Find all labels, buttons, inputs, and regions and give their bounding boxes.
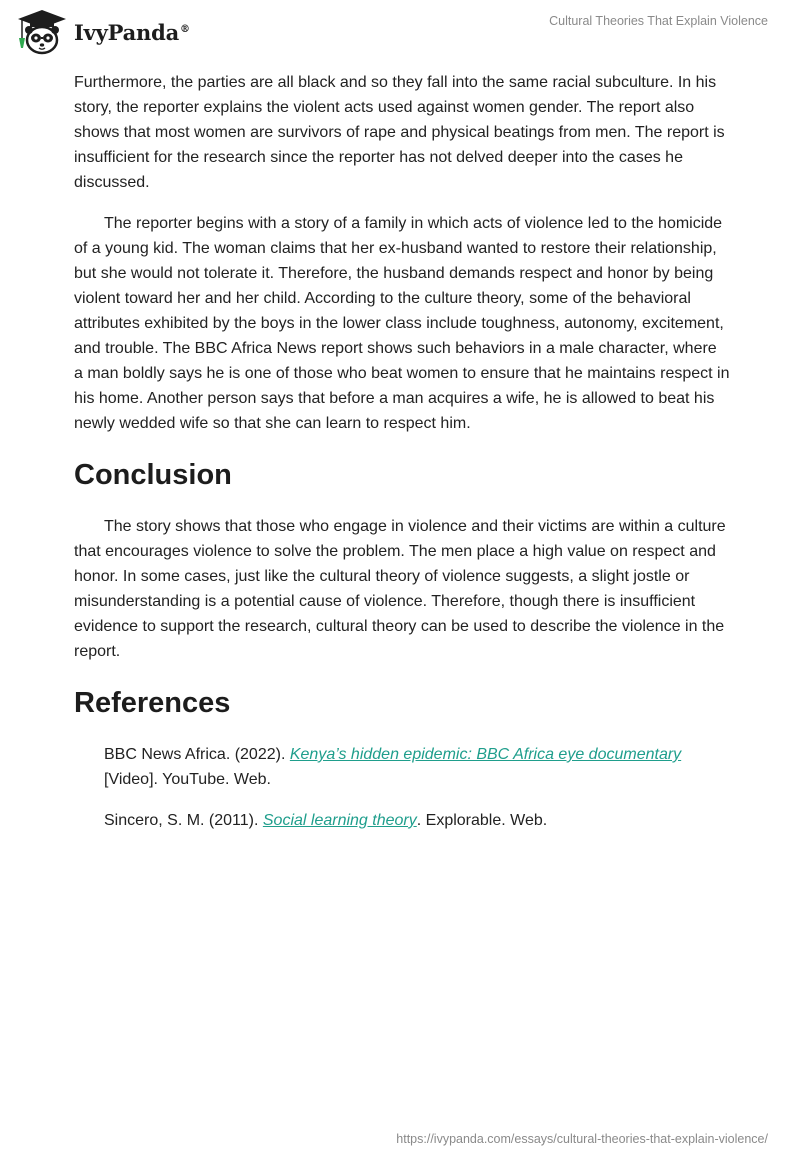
reference-item-2 bbox=[74, 808, 730, 833]
logo-wordmark: IvyPanda® bbox=[74, 19, 190, 45]
body-paragraph-1: Furthermore, the parties are all black and so they fall into the same racial subculture. In his story, the reporter explains the violent acts used against women gender. The report also shows that most women are survivors of rape and physical beatings from men. The report is insufficient for the research since the reporter has not delved deeper into the cases he discussed. bbox=[74, 74, 725, 191]
essay-content bbox=[74, 70, 730, 849]
reference-text: . Explorable. Web. bbox=[416, 812, 548, 829]
page-header bbox=[0, 0, 800, 66]
reference-link-kenya-documentary[interactable]: Kenya’s hidden epidemic: BBC Africa eye documentary bbox=[289, 746, 682, 763]
reference-text: BBC News Africa. (2022). bbox=[104, 746, 290, 763]
reference-text: Sincero, S. M. (2011). bbox=[104, 812, 263, 829]
reference-text: [Video]. YouTube. Web. bbox=[104, 771, 271, 788]
panda-graduate-icon bbox=[14, 8, 70, 56]
reference-link-social-learning-theory[interactable]: Social learning theory bbox=[262, 812, 417, 829]
reference-item-1 bbox=[74, 742, 730, 792]
registered-mark: ® bbox=[180, 23, 190, 35]
conclusion-heading: Conclusion bbox=[74, 459, 232, 491]
conclusion-paragraph: The story shows that those who engage in violence and their victims are within a culture that encourages violence to solve the problem. The men place a high value on respect and honor. In some cases, just like the cultural theory of violence suggests, a slight jostle or misunderstanding is a potential cause of violence. Therefore, though there is insufficient evidence to support the research, cultural theory can be used to describe the violence in the report. bbox=[74, 518, 726, 660]
body-paragraph-2: The reporter begins with a story of a family in which acts of violence led to the homicide of a young kid. The woman claims that her ex-husband wanted to restore their relationship, but she would not tolerate it. Therefore, the husband demands respect and honor by being violent toward her and her child. According to the culture theory, some of the behavioral attributes exhibited by the boys in the lower class include toughness, autonomy, excitement, and trouble. The BBC Africa News report shows such behaviors in a male character, where a man boldly says he is one of those who beat women to ensure that he maintains respect in his home. Another person says that before a man acquires a wife, he is allowed to beat his newly wedded wife so that she can learn to respect him. bbox=[74, 215, 730, 432]
footer-url: https://ivypanda.com/essays/cultural-theories-that-explain-violence/ bbox=[396, 1132, 768, 1146]
ivypanda-logo[interactable] bbox=[14, 8, 190, 56]
document-title: Cultural Theories That Explain Violence bbox=[549, 14, 768, 28]
references-heading: References bbox=[74, 687, 231, 719]
